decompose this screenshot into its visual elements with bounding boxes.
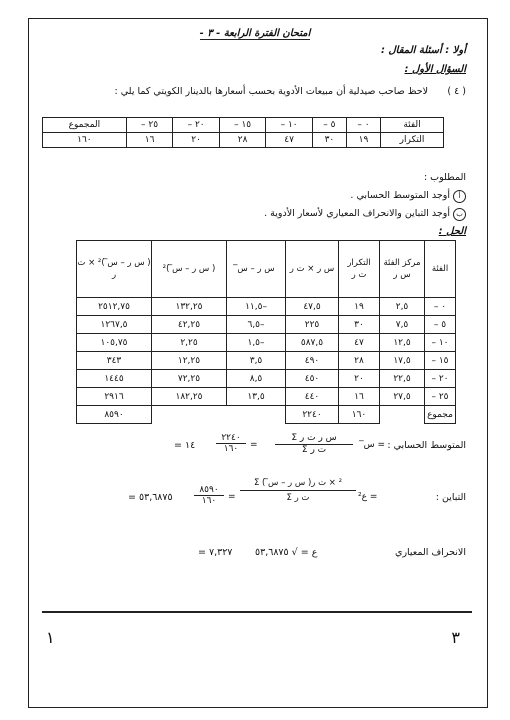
header-midpoint-symbol: س ر <box>393 270 411 280</box>
table-row <box>77 352 456 370</box>
cell-midpoint: ٢,٥ <box>380 298 425 316</box>
row-label-class: الفئة <box>381 118 444 133</box>
table-row <box>77 298 456 316</box>
mean-label: المتوسط الحسابي : <box>387 440 466 451</box>
cell-deviation: –٦,٥ <box>227 316 286 334</box>
cell-sx: ٤٥٠ <box>286 370 339 388</box>
header-sx: س ر × ت ر <box>286 241 339 298</box>
header-frequency-symbol: ت ر <box>351 270 367 280</box>
row-label-frequency: التكرار <box>381 133 444 148</box>
variance-numerator-value: ٨٥٩٠ <box>194 485 224 496</box>
cell-sx: ٢٢٥ <box>286 316 339 334</box>
class-cell: ٢٥ – <box>126 118 173 133</box>
header-frequency-label: التكرار <box>347 258 371 268</box>
cell-frequency: ١٦ <box>339 388 380 406</box>
cell-sx: ٤٤٠ <box>286 388 339 406</box>
variance-fraction <box>240 478 356 503</box>
class-cell: ٠ – <box>346 118 380 133</box>
frequency-cell: ٢٠ <box>173 133 220 148</box>
cell-frequency: ٢٨ <box>339 352 380 370</box>
cell-midpoint: ١٢,٥ <box>380 334 425 352</box>
variance-fraction-values <box>194 485 224 506</box>
cell-midpoint: ٢٧,٥ <box>380 388 425 406</box>
cell-class: ١٥ – <box>425 352 456 370</box>
cell-deviation-squared-freq: ٣٤٣ <box>77 352 152 370</box>
mean-symbol: س̅ = <box>363 440 385 450</box>
cell-empty <box>380 406 425 424</box>
task-b-text: أوجد التباين والانحراف المعياري لأسعار الأدوية . <box>264 208 450 219</box>
mean-numerator: Σ س ر ت ر <box>275 433 353 445</box>
cell-empty <box>152 406 227 424</box>
mean-result: = ١٤ <box>174 440 196 451</box>
frequency-cell: ١٩ <box>346 133 380 148</box>
cell-deviation-squared: ١٢,٢٥ <box>152 352 227 370</box>
cell-frequency: ١٩ <box>339 298 380 316</box>
cell-midpoint: ٢٢,٥ <box>380 370 425 388</box>
cell-deviation: –١,٥ <box>227 334 286 352</box>
cell-class: ٢٠ – <box>425 370 456 388</box>
section-heading: أولا : أسئلة المقال : <box>380 45 466 56</box>
cell-total-sx: ٢٢٤٠ <box>286 406 339 424</box>
cell-deviation-squared: ٤٢,٢٥ <box>152 316 227 334</box>
variance-numerator: Σ ( س ر – س̅ )² × ت ر <box>240 478 356 491</box>
cell-deviation: ٨,٥ <box>227 370 286 388</box>
header-deviation-squared: ( س ر – س̅ )² <box>152 241 227 298</box>
table-row <box>77 316 456 334</box>
cell-frequency: ٢٠ <box>339 370 380 388</box>
cell-total-frequency: ١٦٠ <box>339 406 380 424</box>
table-row <box>77 388 456 406</box>
mean-denominator-value: ١٦٠ <box>223 444 239 454</box>
task-a <box>350 190 466 203</box>
cell-deviation: –١١,٥ <box>227 298 286 316</box>
question-heading: السؤال الأول : <box>404 64 466 75</box>
cell-total-label: مجموع <box>425 406 456 424</box>
header-midpoint <box>380 241 425 298</box>
cell-deviation-squared: ٧٢,٢٥ <box>152 370 227 388</box>
frequency-table <box>42 117 444 148</box>
solution-table-header <box>77 241 456 298</box>
table-total-row <box>77 406 456 424</box>
table-row <box>77 370 456 388</box>
std-result: = ٧,٣٢٧ <box>198 547 233 558</box>
class-cell-total: المجموع <box>43 118 127 133</box>
cell-class: ١٠ – <box>425 334 456 352</box>
mean-fraction-values <box>216 433 246 454</box>
mean-numerator-value: ٢٢٤٠ <box>216 433 246 444</box>
frequency-cell: ١٦ <box>126 133 173 148</box>
solution-table <box>76 240 456 424</box>
page-number-right: ٣ <box>451 628 460 647</box>
class-cell: ١٠ – <box>266 118 313 133</box>
task-b <box>264 208 466 221</box>
cell-sx: ٤٩٠ <box>286 352 339 370</box>
frequency-cell: ٢٨ <box>219 133 266 148</box>
header-class: الفئة <box>425 241 456 298</box>
question-text: لاحظ صاحب صيدلية أن مبيعات الأدوية بحسب أسعارها بالدينار الكويتي كما يلي : <box>114 86 428 97</box>
page-number-left: ١ <box>46 628 55 647</box>
header-midpoint-label: مركز الفئة <box>383 258 421 268</box>
task-a-text: أوجد المتوسط الحسابي . <box>350 190 450 201</box>
cell-sx: ٥٨٧,٥ <box>286 334 339 352</box>
cell-total-deviation-squared-freq: ٨٥٩٠ <box>77 406 152 424</box>
required-label: المطلوب : <box>423 172 466 183</box>
frequency-cell: ٤٧ <box>266 133 313 148</box>
cell-deviation: ١٣,٥ <box>227 388 286 406</box>
header-deviation-squared-freq: ( س ر – س̅ )² × ت ر <box>77 241 152 298</box>
cell-deviation-squared: ١٨٢,٢٥ <box>152 388 227 406</box>
exam-title: امتحان الفترة الرابعة - ٣ - <box>199 28 311 39</box>
cell-deviation-squared: ١٣٢,٢٥ <box>152 298 227 316</box>
mean-equals: = <box>250 440 258 450</box>
variance-denominator-value: ١٦٠ <box>201 496 217 506</box>
mean-fraction <box>275 433 353 455</box>
std-expression: ع = √ ٥٣,٦٨٧٥ <box>255 547 318 558</box>
cell-deviation-squared-freq: ١٢٦٧,٥ <box>77 316 152 334</box>
header-frequency <box>339 241 380 298</box>
cell-class: ٠ – <box>425 298 456 316</box>
cell-deviation-squared-freq: ٢٩١٦ <box>77 388 152 406</box>
cell-deviation-squared-freq: ٢٥١٢,٧٥ <box>77 298 152 316</box>
cell-empty <box>227 406 286 424</box>
variance-label: التباين : <box>435 492 466 503</box>
footer-divider <box>42 611 472 613</box>
cell-deviation: ٣,٥ <box>227 352 286 370</box>
class-cell: ٢٠ – <box>173 118 220 133</box>
cell-frequency: ٣٠ <box>339 316 380 334</box>
variance-result: = ٥٣,٦٨٧٥ <box>128 492 173 503</box>
header-deviation: س ر – س̅ <box>227 241 286 298</box>
cell-frequency: ٤٧ <box>339 334 380 352</box>
std-label: الانحراف المعياري <box>395 547 466 558</box>
cell-class: ٢٥ – <box>425 388 456 406</box>
question-number: ( ٤ ) <box>447 86 466 97</box>
table-row <box>77 334 456 352</box>
variance-denominator: Σ ت ر <box>286 493 310 503</box>
cell-deviation-squared-freq: ١٤٤٥ <box>77 370 152 388</box>
cell-class: ٥ – <box>425 316 456 334</box>
solution-label: الحل : <box>438 226 466 237</box>
cell-midpoint: ١٧,٥ <box>380 352 425 370</box>
mean-denominator: Σ ت ر <box>301 445 327 455</box>
class-cell: ٥ – <box>312 118 346 133</box>
class-cell: ١٥ – <box>219 118 266 133</box>
frequency-cell: ٣٠ <box>312 133 346 148</box>
task-a-marker: أ <box>453 190 466 203</box>
cell-sx: ٤٧,٥ <box>286 298 339 316</box>
cell-midpoint: ٧,٥ <box>380 316 425 334</box>
variance-symbol: ع² = <box>358 492 378 502</box>
frequency-cell-total: ١٦٠ <box>43 133 127 148</box>
variance-equals: = <box>228 492 236 502</box>
task-b-marker: ب <box>453 208 466 221</box>
cell-deviation-squared-freq: ١٠٥,٧٥ <box>77 334 152 352</box>
cell-deviation-squared: ٢,٢٥ <box>152 334 227 352</box>
